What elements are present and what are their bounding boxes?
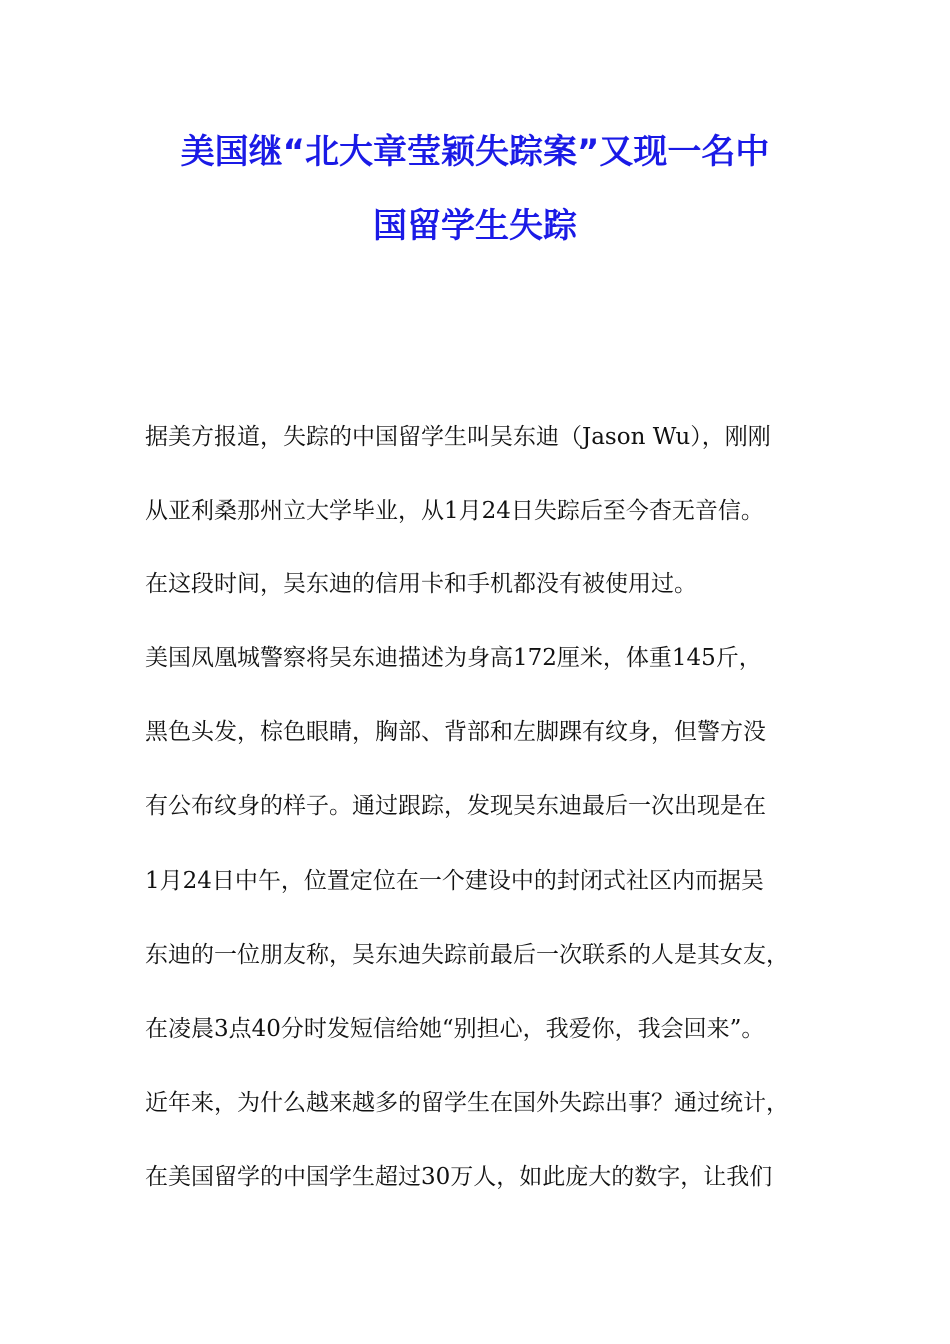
body-line-1: 据美方报道，失踪的中国留学生叫吴东迪（Jason Wu），刚刚: [145, 424, 771, 450]
body-line-2: 从亚利桑那州立大学毕业，从1月24日失踪后至今杳无音信。: [145, 498, 764, 524]
document-title-line-2: 国留学生失踪: [373, 206, 577, 246]
body-line-7: 1月24日中午，位置定位在一个建设中的封闭式社区内而据吴: [145, 868, 764, 894]
body-line-8: 东迪的一位朋友称，吴东迪失踪前最后一次联系的人是其女友，: [145, 942, 789, 968]
document-title-line-1: 美国继“北大章莹颖失踪案”又现一名中: [180, 132, 770, 172]
body-line-10: 近年来，为什么越来越多的留学生在国外失踪出事？通过统计，: [145, 1090, 789, 1116]
body-line-6: 有公布纹身的样子。通过跟踪，发现吴东迪最后一次出现是在: [145, 793, 766, 819]
body-line-5: 黑色头发，棕色眼睛，胸部、背部和左脚踝有纹身，但警方没: [145, 719, 766, 745]
body-line-3: 在这段时间，吴东迪的信用卡和手机都没有被使用过。: [145, 571, 697, 597]
body-line-9: 在凌晨3点40分时发短信给她“别担心，我爱你，我会回来”。: [145, 1016, 765, 1042]
body-line-11: 在美国留学的中国学生超过30万人，如此庞大的数字，让我们: [145, 1164, 773, 1190]
body-line-4: 美国凤凰城警察将吴东迪描述为身高172厘米，体重145斤，: [145, 645, 762, 671]
